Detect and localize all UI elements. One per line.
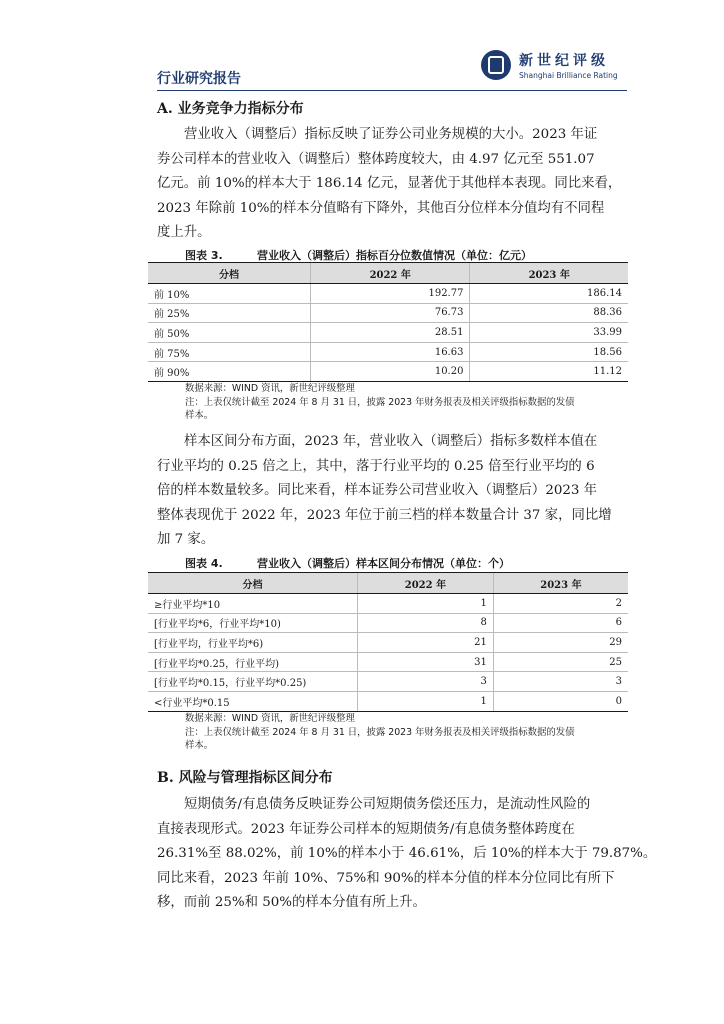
table3-notes [185, 382, 574, 423]
table-header-row [148, 263, 628, 284]
paragraph-line: 样本区间分布方面，2023 年，营业收入（调整后）指标多数样本值在 [184, 434, 598, 449]
value-2022-cell: 8 [358, 613, 494, 633]
logo-mark-icon [481, 50, 511, 80]
paragraph-line: 加 7 家。 [157, 532, 215, 548]
header-divider [157, 90, 627, 91]
tier-cell: <行业平均*0.15 [148, 691, 358, 711]
page-header [157, 44, 627, 92]
value-2022-cell: 192.77 [311, 284, 470, 304]
table-note: 注：上表仅统计截至 2024 年 8 月 31 日，披露 2023 年财务报表及相关评级指标数据的发债 [185, 396, 575, 408]
table4-caption [185, 555, 510, 571]
company-logo [481, 50, 621, 84]
tier-cell: [行业平均，行业平均*6) [148, 633, 358, 653]
section-a-paragraph-1 [157, 123, 627, 246]
tier-cell: [行业平均*0.15，行业平均*0.25) [148, 672, 358, 692]
tier-cell: 前 90% [148, 362, 311, 382]
section-a-paragraph-2 [157, 430, 627, 553]
table-row [148, 633, 628, 653]
value-2023-cell: 29 [493, 633, 628, 653]
tier-cell: 前 75% [148, 342, 311, 362]
value-2022-cell: 16.63 [311, 342, 470, 362]
value-2023-cell: 0 [493, 691, 628, 711]
table4-notes [185, 712, 574, 753]
table-row [148, 613, 628, 633]
tier-cell: [行业平均*0.25，行业平均) [148, 652, 358, 672]
table3-title: 营业收入（调整后）指标百分位数值情况（单位：亿元） [257, 249, 532, 262]
table-note: 注：上表仅统计截至 2024 年 8 月 31 日，披露 2023 年财务报表及相关评级指标数据的发债 [185, 726, 575, 738]
table-row [148, 652, 628, 672]
paragraph-line: 26.31%至 88.02%，前 10%的样本小于 46.61%，后 10%的样本大于 79.87%。 [157, 846, 657, 862]
data-source: 数据来源：WIND 资讯，新世纪评级整理 [185, 713, 355, 724]
table3 [148, 262, 628, 382]
section-b-paragraph [157, 793, 657, 916]
column-header-tier: 分档 [148, 573, 358, 594]
value-2022-cell: 76.73 [311, 303, 470, 323]
table-row [148, 362, 628, 382]
data-source: 数据来源：WIND 资讯，新世纪评级整理 [185, 383, 355, 394]
section-a-heading: A. 业务竞争力指标分布 [157, 101, 304, 117]
value-2022-cell: 10.20 [311, 362, 470, 382]
paragraph-line: 短期债务/有息债务反映证券公司短期债务偿还压力，是流动性风险的 [184, 797, 591, 812]
value-2022-cell: 31 [358, 652, 494, 672]
table4-title: 营业收入（调整后）样本区间分布情况（单位：个） [257, 557, 510, 570]
paragraph-line: 营业收入（调整后）指标反映了证券公司业务规模的大小。2023 年证 [184, 127, 598, 142]
table4 [148, 572, 628, 712]
tier-cell: 前 10% [148, 284, 311, 304]
value-2022-cell: 3 [358, 672, 494, 692]
value-2023-cell: 2 [493, 594, 628, 614]
tier-cell: 前 50% [148, 323, 311, 343]
value-2022-cell: 1 [358, 594, 494, 614]
table3-caption [185, 247, 532, 263]
paragraph-line: 度上升。 [157, 225, 211, 241]
paragraph-line: 2023 年除前 10%的样本分值略有下降外，其他百分位样本分值均有不同程 [157, 200, 605, 216]
table-header-row [148, 573, 628, 594]
paragraph-line: 同比来看，2023 年前 10%、75%和 90%的样本分值的样本分位同比有所下 [157, 870, 615, 886]
column-header-2023: 2023 年 [493, 573, 628, 594]
value-2023-cell: 6 [493, 613, 628, 633]
value-2023-cell: 33.99 [470, 323, 628, 343]
section-b-heading: B. 风险与管理指标区间分布 [157, 770, 333, 786]
table-row [148, 284, 628, 304]
column-header-2022: 2022 年 [358, 573, 494, 594]
logo-english-name: Shanghai Brilliance Rating [519, 71, 618, 80]
tier-cell: 前 25% [148, 303, 311, 323]
value-2022-cell: 1 [358, 691, 494, 711]
table-row [148, 303, 628, 323]
value-2023-cell: 25 [493, 652, 628, 672]
paragraph-line: 亿元。前 10%的样本大于 186.14 亿元，显著优于其他样本表现。同比来看， [157, 176, 622, 192]
column-header-tier: 分档 [148, 263, 311, 284]
value-2023-cell: 3 [493, 672, 628, 692]
table-row [148, 342, 628, 362]
column-header-2023: 2023 年 [470, 263, 628, 284]
value-2023-cell: 186.14 [470, 284, 628, 304]
value-2023-cell: 11.12 [470, 362, 628, 382]
column-header-2022: 2022 年 [311, 263, 470, 284]
tier-cell: ≥行业平均*10 [148, 594, 358, 614]
paragraph-line: 直接表现形式。2023 年证券公司样本的短期债务/有息债务整体跨度在 [157, 821, 575, 837]
tier-cell: [行业平均*6，行业平均*10) [148, 613, 358, 633]
value-2023-cell: 18.56 [470, 342, 628, 362]
table-row [148, 594, 628, 614]
value-2022-cell: 21 [358, 633, 494, 653]
paragraph-line: 券公司样本的营业收入（调整后）整体跨度较大，由 4.97 亿元至 551.07 [157, 151, 595, 167]
paragraph-line: 整体表现优于 2022 年，2023 年位于前三档的样本数量合计 37 家，同比增 [157, 507, 612, 523]
table-note: 样本。 [185, 740, 214, 751]
table3-label: 图表 3. [185, 249, 223, 262]
table-row [148, 691, 628, 711]
paragraph-line: 行业平均的 0.25 倍之上，其中，落于行业平均的 0.25 倍至行业平均的 6 [157, 458, 595, 474]
report-type-title: 行业研究报告 [157, 71, 241, 87]
logo-chinese-name: 新世纪评级 [519, 53, 609, 69]
table-row [148, 672, 628, 692]
table4-label: 图表 4. [185, 557, 223, 570]
table-note: 样本。 [185, 410, 214, 421]
paragraph-line: 倍的样本数量较多。同比来看，样本证券公司营业收入（调整后）2023 年 [157, 483, 598, 499]
value-2022-cell: 28.51 [311, 323, 470, 343]
paragraph-line: 移，而前 25%和 50%的样本分值有所上升。 [157, 895, 426, 911]
value-2023-cell: 88.36 [470, 303, 628, 323]
table-row [148, 323, 628, 343]
